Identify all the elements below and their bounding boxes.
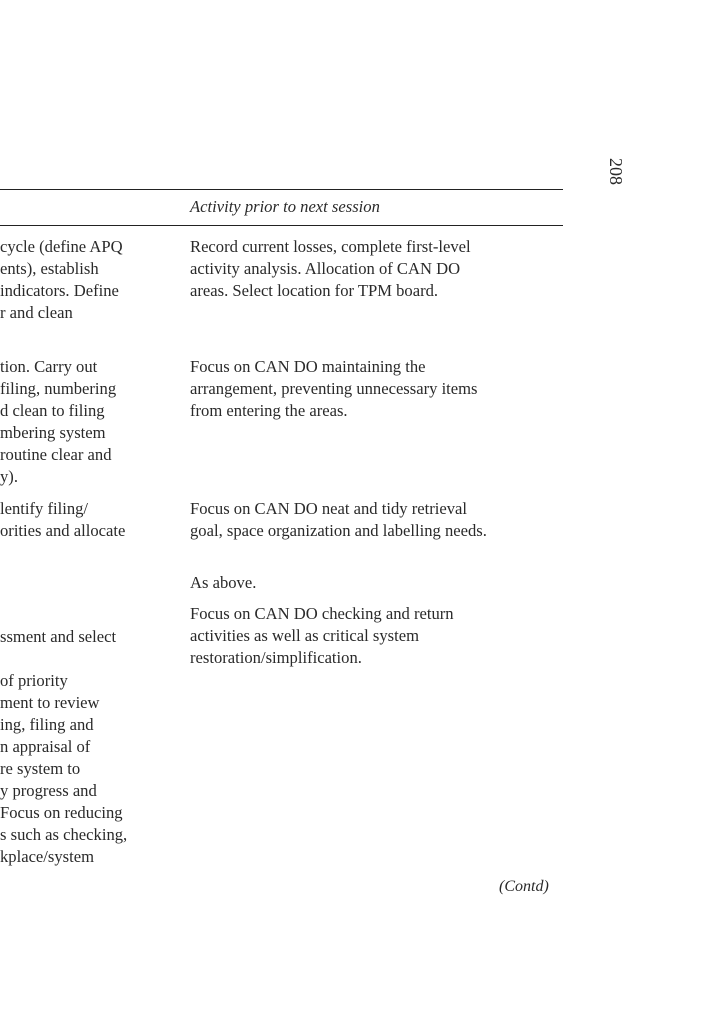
left-cell-1-line: r and clean <box>0 303 73 322</box>
left-cell-5-line: ing, filing and <box>0 715 94 734</box>
activity-cell-2-line: from entering the areas. <box>190 401 348 420</box>
activity-cell-3-line: goal, space organization and labelling needs. <box>190 521 487 540</box>
activity-cell-5-line: restoration/simplification. <box>190 648 362 667</box>
contd-note: (Contd) <box>499 878 549 895</box>
left-cell-2-line: y). <box>0 467 18 486</box>
activity-cell-2-line: Focus on CAN DO maintaining the <box>190 357 426 376</box>
activity-cell-4-line: As above. <box>190 573 257 592</box>
left-cell-5-line: kplace/system <box>0 847 95 866</box>
left-cell-2-line: d clean to filing <box>0 401 105 420</box>
table-header-activity: Activity prior to next session <box>190 197 380 216</box>
left-cell-1-line: ents), establish <box>0 259 99 278</box>
activity-cell-2-line: arrangement, preventing unnecessary items <box>190 379 478 398</box>
left-cell-2-line: tion. Carry out <box>0 357 98 376</box>
left-cell-5-line: ment to review <box>0 693 100 712</box>
activity-cell-3-line: Focus on CAN DO neat and tidy retrieval <box>190 499 467 518</box>
left-cell-1-line: indicators. Define <box>0 281 119 300</box>
left-cell-5-line: y progress and <box>0 781 97 800</box>
activity-cell-5-line: Focus on CAN DO checking and return <box>190 604 454 623</box>
left-cell-2-line: mbering system <box>0 423 106 442</box>
left-cell-5-line: n appraisal of <box>0 737 91 756</box>
left-cell-5-line: re system to <box>0 759 81 778</box>
left-cell-5-line: of priority <box>0 671 68 690</box>
left-cell-2-line: filing, numbering <box>0 379 117 398</box>
page-number: 208 <box>606 158 626 185</box>
table-top-rule <box>0 189 563 190</box>
left-cell-2-line: routine clear and <box>0 445 112 464</box>
activity-cell-1-line: Record current losses, complete first-level <box>190 237 471 256</box>
left-cell-5-line: s such as checking, <box>0 825 128 844</box>
activity-cell-5-line: activities as well as critical system <box>190 626 420 645</box>
left-cell-4-line: ssment and select <box>0 627 117 646</box>
activity-cell-1-line: areas. Select location for TPM board. <box>190 281 439 300</box>
left-cell-1-line: cycle (define APQ <box>0 237 123 256</box>
left-cell-3-line: lentify filing/ <box>0 499 89 518</box>
table-header-rule <box>0 225 563 226</box>
activity-cell-1-line: activity analysis. Allocation of CAN DO <box>190 259 461 278</box>
left-cell-3-line: orities and allocate <box>0 521 126 540</box>
left-cell-5-line: Focus on reducing <box>0 803 123 822</box>
